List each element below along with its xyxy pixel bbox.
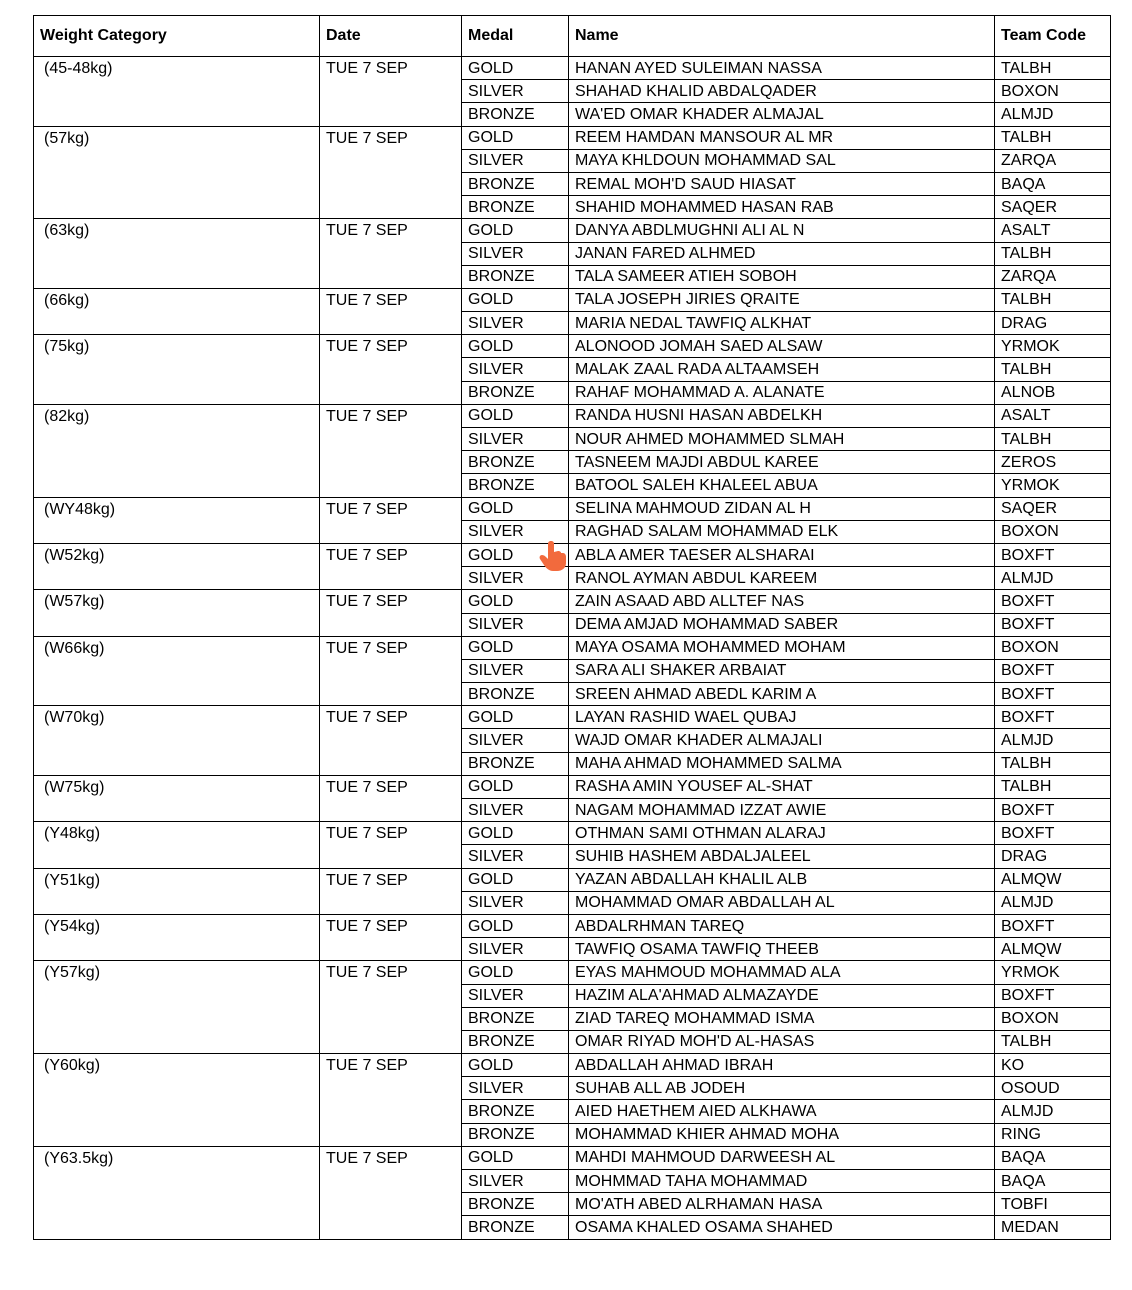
team-code-cell: BOXON <box>995 520 1111 543</box>
team-code-cell: ALNOB <box>995 381 1111 404</box>
name-cell: SARA ALI SHAKER ARBAIAT <box>569 659 995 682</box>
name-cell: TAWFIQ OSAMA TAWFIQ THEEB <box>569 938 995 961</box>
name-cell: TALA JOSEPH JIRIES QRAITE <box>569 288 995 311</box>
team-code-cell: TALBH <box>995 358 1111 381</box>
table-row <box>34 961 1111 984</box>
medal-header: Medal <box>462 16 569 57</box>
name-cell: BATOOL SALEH KHALEEL ABUA <box>569 474 995 497</box>
name-cell: ABDALLAH AHMAD IBRAH <box>569 1054 995 1077</box>
date-cell: TUE 7 SEP <box>320 636 462 706</box>
team-code-cell: BOXON <box>995 1007 1111 1030</box>
table-row <box>34 868 1111 891</box>
table-row <box>34 822 1111 845</box>
name-cell: MAHA AHMAD MOHAMMED SALMA <box>569 752 995 775</box>
team-code-cell: TALBH <box>995 1030 1111 1053</box>
medal-cell: GOLD <box>462 1054 569 1077</box>
medal-cell: GOLD <box>462 775 569 798</box>
team-code-cell: BOXFT <box>995 543 1111 566</box>
name-cell: MAYA KHLDOUN MOHAMMAD SAL <box>569 149 995 172</box>
medal-cell: SILVER <box>462 799 569 822</box>
table-row <box>34 219 1111 242</box>
team-code-cell: BAQA <box>995 1146 1111 1169</box>
date-cell: TUE 7 SEP <box>320 219 462 289</box>
name-cell: TALA SAMEER ATIEH SOBOH <box>569 265 995 288</box>
date-cell: TUE 7 SEP <box>320 404 462 497</box>
team-code-cell: MEDAN <box>995 1216 1111 1239</box>
date-cell: TUE 7 SEP <box>320 1146 462 1239</box>
team-code-cell: ALMJD <box>995 567 1111 590</box>
medal-cell: BRONZE <box>462 752 569 775</box>
name-cell: JANAN FARED ALHMED <box>569 242 995 265</box>
name-cell: MOHAMMAD KHIER AHMAD MOHA <box>569 1123 995 1146</box>
team-code-cell: YRMOK <box>995 961 1111 984</box>
team-code-cell: BOXFT <box>995 590 1111 613</box>
medal-cell: SILVER <box>462 312 569 335</box>
medal-cell: BRONZE <box>462 1216 569 1239</box>
weight-category-cell: (W57kg) <box>34 590 320 636</box>
team-code-cell: BOXFT <box>995 799 1111 822</box>
name-cell: TASNEEM MAJDI ABDUL KAREE <box>569 451 995 474</box>
team-code-cell: ASALT <box>995 219 1111 242</box>
medal-cell: GOLD <box>462 126 569 149</box>
date-cell: TUE 7 SEP <box>320 961 462 1054</box>
date-cell: TUE 7 SEP <box>320 706 462 776</box>
table-row <box>34 404 1111 427</box>
name-cell: MALAK ZAAL RADA ALTAAMSEH <box>569 358 995 381</box>
name-cell: SHAHAD KHALID ABDALQADER <box>569 80 995 103</box>
weight-category-cell: (W52kg) <box>34 543 320 589</box>
name-cell: MO'ATH ABED ALRHAMAN HASA <box>569 1193 995 1216</box>
team-code-cell: TALBH <box>995 242 1111 265</box>
date-header: Date <box>320 16 462 57</box>
weight-category-cell: (82kg) <box>34 404 320 497</box>
team-code-header: Team Code <box>995 16 1111 57</box>
medal-cell: GOLD <box>462 636 569 659</box>
team-code-cell: KO <box>995 1054 1111 1077</box>
team-code-cell: TALBH <box>995 775 1111 798</box>
name-cell: DANYA ABDLMUGHNI ALI AL N <box>569 219 995 242</box>
team-code-cell: ZEROS <box>995 451 1111 474</box>
table-row <box>34 1146 1111 1169</box>
weight-category-cell: (Y54kg) <box>34 914 320 960</box>
table-row <box>34 914 1111 937</box>
weight-category-cell: (W66kg) <box>34 636 320 706</box>
table-row <box>34 497 1111 520</box>
name-cell: MAHDI MAHMOUD DARWEESH AL <box>569 1146 995 1169</box>
name-cell: SREEN AHMAD ABEDL KARIM A <box>569 683 995 706</box>
name-cell: REEM HAMDAN MANSOUR AL MR <box>569 126 995 149</box>
pointer-hand-icon <box>538 539 568 573</box>
team-code-cell: BAQA <box>995 172 1111 195</box>
weight-category-cell: (Y51kg) <box>34 868 320 914</box>
team-code-cell: ALMQW <box>995 868 1111 891</box>
medal-cell: BRONZE <box>462 381 569 404</box>
medal-cell: BRONZE <box>462 1123 569 1146</box>
medal-cell: SILVER <box>462 891 569 914</box>
name-cell: DEMA AMJAD MOHAMMAD SABER <box>569 613 995 636</box>
name-cell: RASHA AMIN YOUSEF AL-SHAT <box>569 775 995 798</box>
medal-cell: GOLD <box>462 497 569 520</box>
medal-cell: GOLD <box>462 404 569 427</box>
team-code-cell: BOXFT <box>995 914 1111 937</box>
team-code-cell: DRAG <box>995 845 1111 868</box>
team-code-cell: BOXFT <box>995 613 1111 636</box>
team-code-cell: BOXFT <box>995 659 1111 682</box>
team-code-cell: DRAG <box>995 312 1111 335</box>
name-cell: SHAHID MOHAMMED HASAN RAB <box>569 196 995 219</box>
name-header: Name <box>569 16 995 57</box>
team-code-cell: ALMJD <box>995 1100 1111 1123</box>
medal-cell: GOLD <box>462 914 569 937</box>
team-code-cell: ZARQA <box>995 265 1111 288</box>
name-cell: SUHIB HASHEM ABDALJALEEL <box>569 845 995 868</box>
medal-cell: GOLD <box>462 706 569 729</box>
medal-results-table <box>33 15 1111 1240</box>
medal-cell: GOLD <box>462 822 569 845</box>
name-cell: ABLA AMER TAESER ALSHARAI <box>569 543 995 566</box>
medal-cell: GOLD <box>462 219 569 242</box>
medal-cell: SILVER <box>462 659 569 682</box>
weight-category-cell: (Y60kg) <box>34 1054 320 1147</box>
weight-category-cell: (W70kg) <box>34 706 320 776</box>
name-cell: SELINA MAHMOUD ZIDAN AL H <box>569 497 995 520</box>
medal-cell: SILVER <box>462 520 569 543</box>
team-code-cell: ZARQA <box>995 149 1111 172</box>
name-cell: RANDA HUSNI HASAN ABDELKH <box>569 404 995 427</box>
team-code-cell: TALBH <box>995 428 1111 451</box>
date-cell: TUE 7 SEP <box>320 288 462 334</box>
name-cell: ABDALRHMAN TAREQ <box>569 914 995 937</box>
name-cell: WAJD OMAR KHADER ALMAJALI <box>569 729 995 752</box>
medal-cell: SILVER <box>462 1077 569 1100</box>
medal-cell: GOLD <box>462 961 569 984</box>
team-code-cell: BOXFT <box>995 984 1111 1007</box>
medal-cell: BRONZE <box>462 172 569 195</box>
medal-cell: GOLD <box>462 590 569 613</box>
name-cell: OTHMAN SAMI OTHMAN ALARAJ <box>569 822 995 845</box>
table-row <box>34 1054 1111 1077</box>
date-cell: TUE 7 SEP <box>320 497 462 543</box>
team-code-cell: ASALT <box>995 404 1111 427</box>
name-cell: AIED HAETHEM AIED ALKHAWA <box>569 1100 995 1123</box>
weight-category-cell: (WY48kg) <box>34 497 320 543</box>
name-cell: YAZAN ABDALLAH KHALIL ALB <box>569 868 995 891</box>
weight-category-cell: (Y63.5kg) <box>34 1146 320 1239</box>
weight-category-cell: (66kg) <box>34 288 320 334</box>
medal-cell: SILVER <box>462 428 569 451</box>
weight-category-cell: (W75kg) <box>34 775 320 821</box>
weight-category-cell: (45-48kg) <box>34 57 320 127</box>
team-code-cell: ALMJD <box>995 891 1111 914</box>
medal-cell: SILVER <box>462 938 569 961</box>
team-code-cell: BOXFT <box>995 706 1111 729</box>
team-code-cell: ALMJD <box>995 729 1111 752</box>
team-code-cell: BOXON <box>995 80 1111 103</box>
weight-category-cell: (Y48kg) <box>34 822 320 868</box>
team-code-cell: ALMQW <box>995 938 1111 961</box>
medal-cell: BRONZE <box>462 103 569 126</box>
name-cell: RANOL AYMAN ABDUL KAREEM <box>569 567 995 590</box>
name-cell: ALONOOD JOMAH SAED ALSAW <box>569 335 995 358</box>
name-cell: SUHAB ALL AB JODEH <box>569 1077 995 1100</box>
table-row <box>34 590 1111 613</box>
medal-cell: BRONZE <box>462 451 569 474</box>
results-body <box>34 57 1111 1240</box>
name-cell: MOHMMAD TAHA MOHAMMAD <box>569 1170 995 1193</box>
team-code-cell: SAQER <box>995 497 1111 520</box>
medal-cell: BRONZE <box>462 1007 569 1030</box>
medal-cell: GOLD <box>462 57 569 80</box>
name-cell: ZIAD TAREQ MOHAMMAD ISMA <box>569 1007 995 1030</box>
name-cell: EYAS MAHMOUD MOHAMMAD ALA <box>569 961 995 984</box>
name-cell: LAYAN RASHID WAEL QUBAJ <box>569 706 995 729</box>
medal-cell: GOLD <box>462 335 569 358</box>
name-cell: NAGAM MOHAMMAD IZZAT AWIE <box>569 799 995 822</box>
table-row <box>34 775 1111 798</box>
team-code-cell: ALMJD <box>995 103 1111 126</box>
weight-category-cell: (75kg) <box>34 335 320 405</box>
name-cell: MAYA OSAMA MOHAMMED MOHAM <box>569 636 995 659</box>
medal-cell: BRONZE <box>462 1030 569 1053</box>
table-row <box>34 543 1111 566</box>
medal-cell: SILVER <box>462 567 569 590</box>
date-cell: TUE 7 SEP <box>320 1054 462 1147</box>
weight-category-cell: (63kg) <box>34 219 320 289</box>
medal-cell: SILVER <box>462 358 569 381</box>
team-code-cell: TALBH <box>995 126 1111 149</box>
header-row <box>34 16 1111 57</box>
weight-category-cell: (Y57kg) <box>34 961 320 1054</box>
table-row <box>34 335 1111 358</box>
table-row <box>34 636 1111 659</box>
team-code-cell: YRMOK <box>995 474 1111 497</box>
medal-cell: SILVER <box>462 729 569 752</box>
date-cell: TUE 7 SEP <box>320 126 462 219</box>
name-cell: HAZIM ALA'AHMAD ALMAZAYDE <box>569 984 995 1007</box>
date-cell: TUE 7 SEP <box>320 822 462 868</box>
name-cell: RAGHAD SALAM MOHAMMAD ELK <box>569 520 995 543</box>
name-cell: RAHAF MOHAMMAD A. ALANATE <box>569 381 995 404</box>
medal-cell: BRONZE <box>462 683 569 706</box>
team-code-cell: RING <box>995 1123 1111 1146</box>
name-cell: ZAIN ASAAD ABD ALLTEF NAS <box>569 590 995 613</box>
team-code-cell: SAQER <box>995 196 1111 219</box>
medal-cell: BRONZE <box>462 265 569 288</box>
medal-cell: SILVER <box>462 1170 569 1193</box>
team-code-cell: BOXFT <box>995 683 1111 706</box>
medal-cell: SILVER <box>462 242 569 265</box>
medal-cell: GOLD <box>462 868 569 891</box>
date-cell: TUE 7 SEP <box>320 590 462 636</box>
date-cell: TUE 7 SEP <box>320 57 462 127</box>
team-code-cell: BOXON <box>995 636 1111 659</box>
table-row <box>34 57 1111 80</box>
medal-cell: SILVER <box>462 149 569 172</box>
medal-cell: BRONZE <box>462 196 569 219</box>
weight-category-header: Weight Category <box>34 16 320 57</box>
date-cell: TUE 7 SEP <box>320 335 462 405</box>
medal-cell: BRONZE <box>462 1100 569 1123</box>
date-cell: TUE 7 SEP <box>320 543 462 589</box>
medal-cell: SILVER <box>462 80 569 103</box>
name-cell: OSAMA KHALED OSAMA SHAHED <box>569 1216 995 1239</box>
name-cell: OMAR RIYAD MOH'D AL-HASAS <box>569 1030 995 1053</box>
team-code-cell: TALBH <box>995 752 1111 775</box>
date-cell: TUE 7 SEP <box>320 914 462 960</box>
medal-cell: SILVER <box>462 984 569 1007</box>
table-row <box>34 126 1111 149</box>
team-code-cell: TOBFI <box>995 1193 1111 1216</box>
team-code-cell: BAQA <box>995 1170 1111 1193</box>
weight-category-cell: (57kg) <box>34 126 320 219</box>
medal-cell: GOLD <box>462 543 569 566</box>
medal-cell: BRONZE <box>462 474 569 497</box>
name-cell: MOHAMMAD OMAR ABDALLAH AL <box>569 891 995 914</box>
medal-cell: SILVER <box>462 845 569 868</box>
name-cell: REMAL MOH'D SAUD HIASAT <box>569 172 995 195</box>
name-cell: NOUR AHMED MOHAMMED SLMAH <box>569 428 995 451</box>
medal-cell: BRONZE <box>462 1193 569 1216</box>
team-code-cell: YRMOK <box>995 335 1111 358</box>
team-code-cell: TALBH <box>995 57 1111 80</box>
name-cell: MARIA NEDAL TAWFIQ ALKHAT <box>569 312 995 335</box>
team-code-cell: TALBH <box>995 288 1111 311</box>
team-code-cell: BOXFT <box>995 822 1111 845</box>
team-code-cell: OSOUD <box>995 1077 1111 1100</box>
medal-cell: GOLD <box>462 288 569 311</box>
date-cell: TUE 7 SEP <box>320 775 462 821</box>
name-cell: HANAN AYED SULEIMAN NASSA <box>569 57 995 80</box>
medal-cell: SILVER <box>462 613 569 636</box>
table-row <box>34 706 1111 729</box>
table-row <box>34 288 1111 311</box>
name-cell: WA'ED OMAR KHADER ALMAJAL <box>569 103 995 126</box>
date-cell: TUE 7 SEP <box>320 868 462 914</box>
medal-cell: GOLD <box>462 1146 569 1169</box>
